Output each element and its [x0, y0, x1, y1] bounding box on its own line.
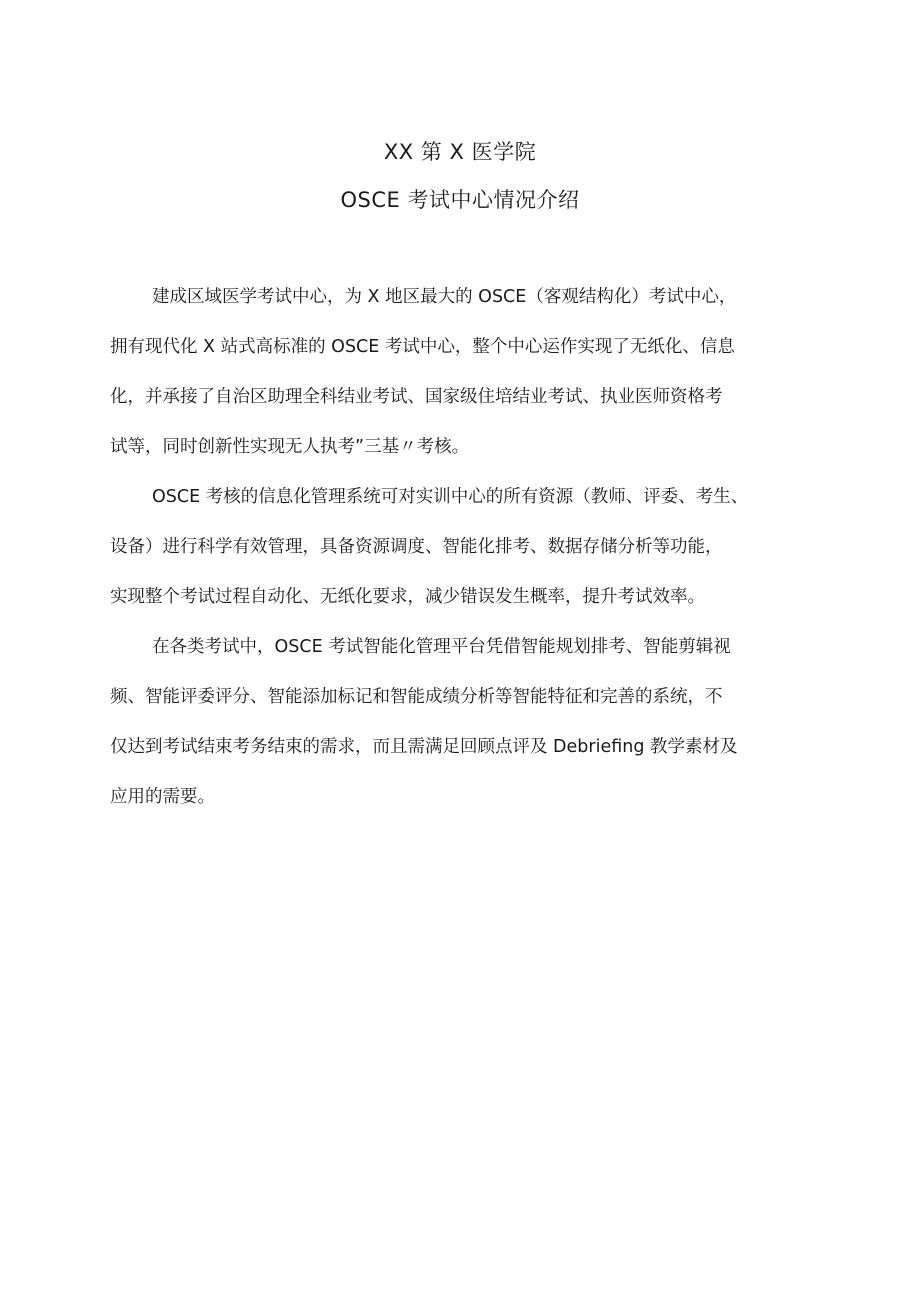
document-body — [110, 272, 822, 822]
paragraph-line: 实现整个考试过程自动化、无纸化要求，减少错误发生概率，提升考试效率。 — [110, 587, 705, 607]
document-title-block — [0, 128, 920, 224]
paragraph-line: 应用的需要。 — [110, 787, 215, 807]
paragraph-line: 设备）进行科学有效管理，具备资源调度、智能化排考、数据存储分析等功能， — [110, 537, 723, 557]
paragraph-line: 仅达到考试结束考务结束的需求，而且需满足回顾点评及 Debriefing 教学素材及 — [110, 737, 738, 757]
paragraph-line: 化，并承接了自治区助理全科结业考试、国家级住培结业考试、执业医师资格考 — [110, 387, 723, 407]
paragraph-line: 建成区域医学考试中心，为 X 地区最大的 OSCE（客观结构化）考试中心， — [152, 287, 737, 307]
paragraph-line: 试等，同时创新性实现无人执考”三基〃考核。 — [110, 437, 470, 457]
paragraph-1 — [110, 272, 822, 472]
paragraph-3 — [110, 622, 822, 822]
paragraph-2 — [110, 472, 822, 622]
paragraph-line: 拥有现代化 X 站式高标准的 OSCE 考试中心，整个中心运作实现了无纸化、信息 — [110, 337, 735, 357]
document-title: OSCE 考试中心情况介绍 — [340, 188, 580, 212]
institution-title: XX 第 X 医学院 — [383, 140, 537, 164]
paragraph-line: 频、智能评委评分、智能添加标记和智能成绩分析等智能特征和完善的系统，不 — [110, 687, 723, 707]
paragraph-line: 在各类考试中，OSCE 考试智能化管理平台凭借智能规划排考、智能剪辑视 — [152, 637, 731, 657]
paragraph-line: OSCE 考核的信息化管理系统可对实训中心的所有资源（教师、评委、考生、 — [152, 487, 749, 507]
